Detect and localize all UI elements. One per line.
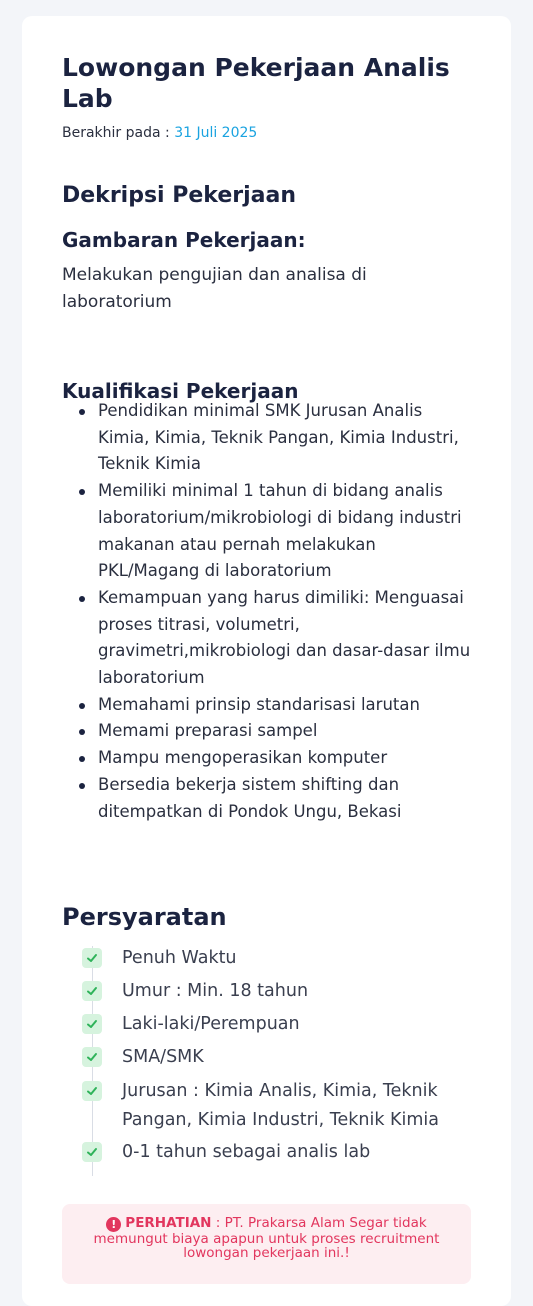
qualification-item: Bersedia bekerja sistem shifting dan ditempatkan di Pondok Ungu, Bekasi: [62, 772, 472, 825]
description-heading: Dekripsi Pekerjaan: [62, 183, 296, 208]
deadline-label: Berakhir pada :: [62, 125, 175, 141]
requirement-text: Umur : Min. 18 tahun: [122, 981, 309, 1001]
check-icon: [82, 1081, 102, 1101]
notice-text: : PT. Prakarsa Alam Segar tidak memungut biaya apapun untuk proses recruitment lowongan pekerjaan ini.!: [93, 1215, 440, 1261]
requirements-heading: Persyaratan: [62, 903, 227, 931]
qualification-item: Pendidikan minimal SMK Jurusan Analis Kimia, Kimia, Teknik Pangan, Kimia Industri, Teknik Kimia: [62, 398, 472, 478]
requirement-text: 0-1 tahun sebagai analis lab: [122, 1142, 371, 1162]
qualification-item: Memiliki minimal 1 tahun di bidang analis laboratorium/mikrobiologi di bidang industri makanan atau pernah melakukan PKL/Magang di laboratorium: [62, 478, 472, 585]
check-icon: [82, 948, 102, 968]
check-icon: [82, 1142, 102, 1162]
qualification-item: Memahami prinsip standarisasi larutan: [62, 692, 472, 719]
requirement-text: SMA/SMK: [122, 1047, 204, 1067]
overview-text: Melakukan pengujian dan analisa di laboratorium: [62, 265, 367, 312]
notice-label: PERHATIAN: [125, 1215, 212, 1231]
requirement-text: Laki-laki/Perempuan: [122, 1014, 300, 1034]
check-icon: [82, 1014, 102, 1034]
job-detail-card: [22, 16, 511, 1306]
qualification-item: Memami preparasi sampel: [62, 718, 472, 745]
qualification-item: Mampu mengoperasikan komputer: [62, 745, 472, 772]
deadline-date: 31 Juli 2025: [174, 125, 258, 141]
requirement-text: Jurusan : Kimia Analis, Kimia, Teknik Pangan, Kimia Industri, Teknik Kimia: [122, 1081, 440, 1130]
deadline-row: [62, 125, 257, 141]
check-icon: [82, 1047, 102, 1067]
alert-icon: !: [106, 1217, 121, 1232]
requirement-text: Penuh Waktu: [122, 948, 237, 968]
qualifications-list: [62, 398, 472, 825]
check-icon: [82, 981, 102, 1001]
overview-heading: Gambaran Pekerjaan:: [62, 228, 306, 252]
qualification-item: Kemampuan yang harus dimiliki: Menguasai proses titrasi, volumetri, gravimetri,mikrobiologi dan dasar-dasar ilmu laboratorium: [62, 585, 472, 692]
notice-banner: [62, 1204, 471, 1284]
qualifications-heading: Kualifikasi Pekerjaan: [62, 379, 299, 403]
job-title: Lowongan Pekerjaan Analis Lab: [62, 53, 450, 113]
